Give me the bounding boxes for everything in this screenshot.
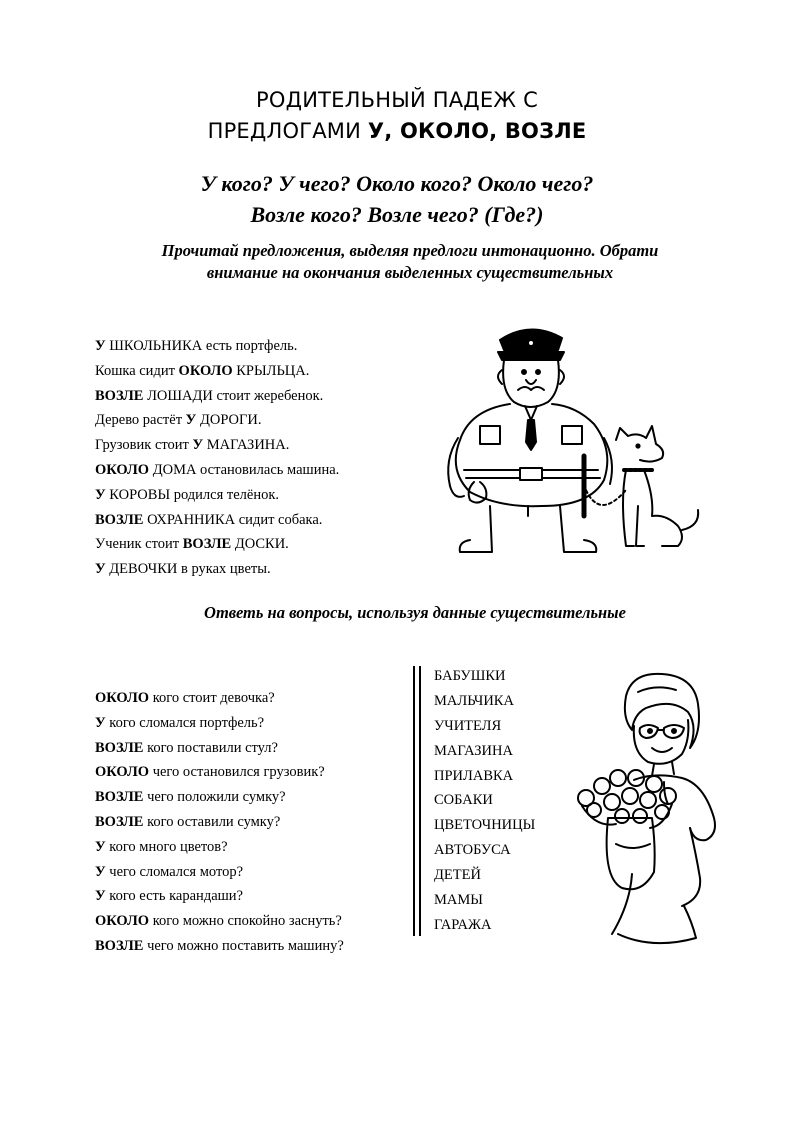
sentence-preposition: У: [95, 486, 106, 503]
title-line-2-plain: ПРЕДЛОГАМИ: [207, 119, 368, 143]
question-text: кого есть карандаши?: [105, 888, 243, 905]
question-preposition: ВОЗЛЕ: [95, 937, 144, 954]
sentence: [95, 433, 339, 458]
sentence-prefix: Кошка сидит: [95, 362, 179, 379]
sentence-text: ЛОШАДИ стоит жеребенок.: [143, 387, 324, 404]
noun-item: БАБУШКИ: [434, 668, 506, 684]
nouns-double-rule: [413, 666, 421, 936]
girl-face-icon: [634, 720, 689, 764]
noun-item: МАГАЗИНА: [434, 742, 513, 759]
question-preposition: ВОЗЛЕ: [95, 813, 144, 830]
leash-icon: [586, 490, 626, 505]
sentence-preposition: ОКОЛО: [178, 362, 233, 379]
question-preposition: ОКОЛО: [95, 764, 150, 781]
noun-item: СОБАКИ: [434, 792, 493, 809]
guard-face-icon: [498, 360, 564, 407]
question-text: кого стоит девочка?: [149, 690, 275, 706]
girl-with-flowers-illustration: [572, 668, 722, 950]
answer-questions: [95, 686, 344, 959]
sentence-preposition: ВОЗЛЕ: [95, 387, 144, 404]
noun-item: ЦВЕТОЧНИЦЫ: [434, 817, 536, 834]
case-questions: [0, 168, 794, 230]
sentence-text: ДЕВОЧКИ в руках цветы.: [105, 561, 271, 578]
instruction-line-2: внимание на окончания выделенных существительных: [206, 263, 614, 282]
sentence-prefix: Ученик стоит: [95, 536, 183, 553]
sentence-prefix: Дерево растёт: [95, 412, 186, 429]
instruction-line-1: Прочитай предложения, выделяя предлоги интонационно. Обрати: [161, 241, 659, 260]
sentence-preposition: У: [185, 412, 197, 429]
sentence: [95, 532, 339, 557]
sentence: [95, 334, 339, 359]
case-questions-line-1: У кого? У чего? Около кого? Около чего?: [200, 171, 594, 196]
sentence-text: КОРОВЫ родился телёнок.: [105, 486, 280, 503]
question-preposition: У: [95, 888, 106, 905]
noun-item: МАМЫ: [434, 892, 483, 909]
sentence-text: ОХРАННИКА сидит собака.: [143, 511, 323, 528]
sentence-text: ШКОЛЬНИКА есть портфель.: [105, 338, 298, 354]
page-title: [0, 85, 794, 147]
example-sentences: [95, 334, 339, 582]
guard-cap-icon: [498, 329, 564, 360]
flower-bouquet-icon: [578, 770, 676, 889]
guard-body-icon: [448, 404, 612, 552]
title-line-2: [0, 116, 794, 147]
question-item: [95, 884, 344, 909]
noun-item: УЧИТЕЛЯ: [434, 717, 502, 734]
sentence-prefix: Грузовик стоит: [95, 437, 193, 454]
question-text: кого можно спокойно заснуть?: [149, 913, 342, 930]
question-item: [95, 711, 344, 736]
question-text: чего можно поставить машину?: [143, 937, 344, 954]
noun-item: ГАРАЖА: [434, 916, 492, 933]
question-item: [95, 860, 344, 885]
sentence: [95, 557, 339, 582]
question-preposition: У: [95, 863, 106, 880]
sentence-text: ДОСКИ.: [231, 536, 289, 553]
sentence-text: ДОРОГИ.: [196, 412, 262, 429]
title-line-1: РОДИТЕЛЬНЫЙ ПАДЕЖ С: [256, 88, 538, 112]
question-preposition: У: [95, 714, 106, 731]
question-text: кого сломался портфель?: [105, 714, 265, 731]
question-item: [95, 760, 344, 785]
case-questions-line-2: Возле кого? Возле чего? (Где?): [250, 202, 544, 227]
noun-item: АВТОБУСА: [434, 842, 511, 859]
question-item: [95, 810, 344, 835]
question-text: чего положили сумку?: [143, 789, 286, 806]
sentence: [95, 408, 339, 433]
sentence: [95, 508, 339, 533]
question-preposition: У: [95, 838, 106, 855]
task-2-instruction: Ответь на вопросы, используя данные существительные: [204, 603, 626, 622]
noun-item: ПРИЛАВКА: [434, 767, 514, 784]
question-item: [95, 736, 344, 761]
sentence-text: МАГАЗИНА.: [203, 437, 290, 454]
question-item: [95, 835, 344, 860]
guard-with-dog-illustration: [430, 320, 720, 560]
sentence-preposition: ВОЗЛЕ: [95, 511, 144, 528]
sentence-preposition: У: [95, 338, 106, 354]
question-item: [95, 934, 344, 959]
question-text: чего остановился грузовик?: [149, 764, 325, 781]
question-text: чего сломался мотор?: [105, 863, 244, 880]
title-line-2-bold: У, ОКОЛО, ВОЗЛЕ: [367, 119, 587, 143]
question-item: [95, 785, 344, 810]
question-item: [95, 686, 344, 711]
question-preposition: ВОЗЛЕ: [95, 789, 144, 806]
sentence-text: КРЫЛЬЦА.: [232, 362, 310, 379]
sentence-preposition: У: [95, 561, 106, 578]
sentence: [95, 384, 339, 409]
instruction: [110, 240, 710, 284]
noun-item: ДЕТЕЙ: [434, 867, 481, 884]
question-text: кого поставили стул?: [143, 739, 278, 756]
question-preposition: ОКОЛО: [95, 690, 150, 706]
sentence: [95, 458, 339, 483]
question-text: кого оставили сумку?: [143, 813, 281, 830]
noun-item: МАЛЬЧИКА: [434, 692, 514, 709]
sentence-preposition: ВОЗЛЕ: [182, 536, 232, 553]
sentence-preposition: ОКОЛО: [95, 461, 150, 478]
sentence-text: ДОМА остановилась машина.: [149, 461, 340, 478]
sentence-preposition: У: [192, 437, 204, 454]
question-preposition: ОКОЛО: [95, 913, 150, 930]
noun-list: [434, 664, 535, 938]
sentence: [95, 483, 339, 508]
question-item: [95, 909, 344, 934]
question-text: кого много цветов?: [105, 838, 228, 855]
sentence: [95, 359, 339, 384]
question-preposition: ВОЗЛЕ: [95, 739, 144, 756]
dog-icon: [616, 426, 698, 546]
